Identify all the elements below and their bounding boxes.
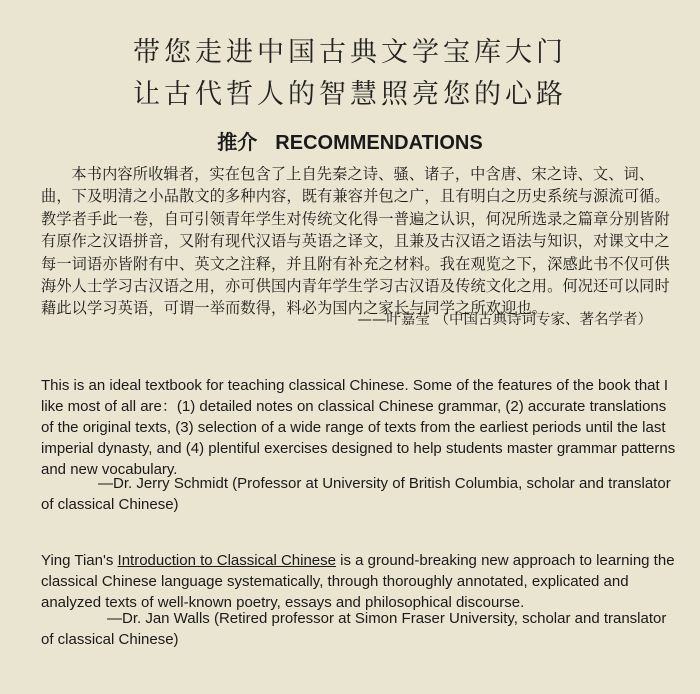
review-1-signature — [41, 473, 679, 515]
heading-english: RECOMMENDATIONS — [275, 132, 483, 154]
review-2-suffix: is a ground-breaking new approach to learning the classical Chinese language systematically, through thoroughly annotated, explicated and analyzed texts of well-known poetry, essays and philosophical discourse. — [41, 552, 675, 611]
review-2-signature-text: —Dr. Jan Walls (Retired professor at Simon Fraser University, scholar and translator of classical Chinese) — [41, 610, 667, 648]
slogan-line-2: 让古代哲人的智慧照亮您的心路 — [133, 79, 567, 110]
heading-chinese: 推介 — [217, 132, 258, 154]
section-heading — [0, 126, 700, 155]
chinese-review-signature: ——叶嘉莹 （中国古典诗词专家、著名学者） — [357, 312, 652, 328]
review-2-prefix: Ying Tian's — [41, 552, 118, 569]
book-title: Introduction to Classical Chinese — [117, 552, 336, 569]
slogan-line-1: 带您走进中国古典文学宝库大门 — [133, 37, 567, 68]
review-1-signature-text: —Dr. Jerry Schmidt (Professor at University of British Columbia, scholar and translator of classical Chinese) — [41, 475, 671, 513]
review-2-text — [41, 550, 679, 613]
review-2-signature — [41, 608, 679, 650]
chinese-review-text: 本书内容所收辑者，实在包含了上自先秦之诗、骚、诸子，中含唐、宋之诗、文、词、曲，下及明清之小品散文的多种内容，既有兼容并包之广，且有明白之历史系统与源流可循。教学者手此一卷，自可引领青年学生对传统文化得一普遍之认识，何况所选录之篇章分别皆附有原作之汉语拼音，又附有现代汉语与英语之译文，且兼及古汉语之语法与知识，对课文中之每一词语亦皆附有中、英文之注释，并且附有补充之材料。我在观览之下，深感此书不仅可供海外人士学习古汉语之用，亦可供国内青年学生学习古汉语及传统文化之用。何况还可以同时藉此以学习英语，可谓一举而数得，料必为国内之家长与同学之所欢迎也。 — [41, 165, 670, 318]
review-1-text: This is an ideal textbook for teaching classical Chinese. Some of the features of the book that I like most of all are：(1) detailed notes on classical Chinese grammar, (2) accurate translations of the original texts, (3) selection of a wide range of texts from the earliest periods until the last imperial dynasty, and (4) plentiful exercises designed to help students master grammar patterns and new vocabulary. — [41, 377, 676, 478]
